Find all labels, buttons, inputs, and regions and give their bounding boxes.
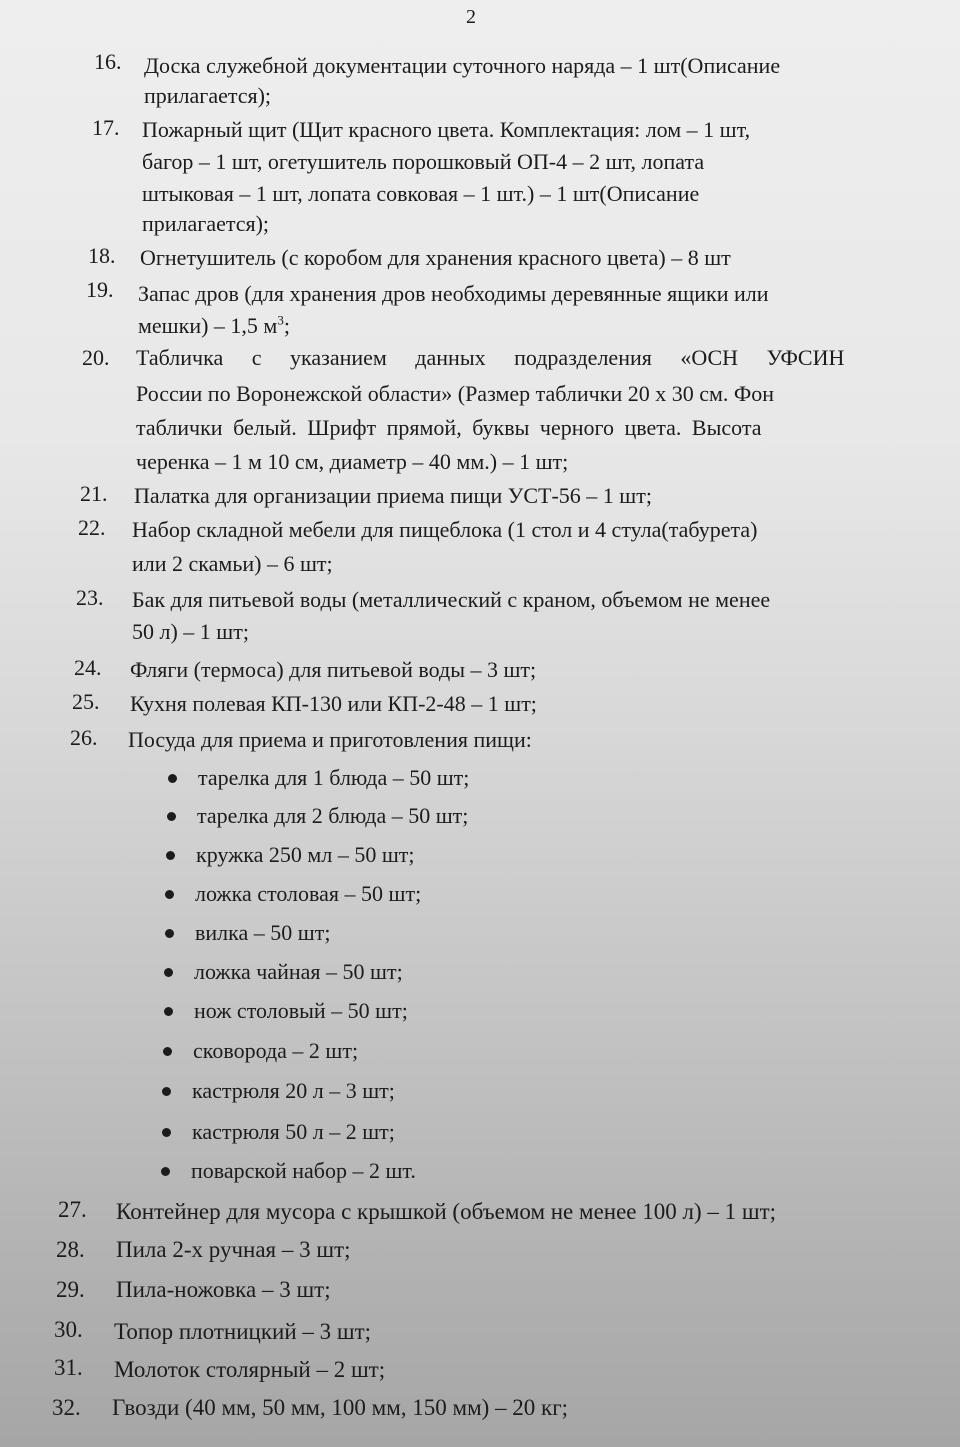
item-text-fragment: мешки) – 1,5 м [138,313,278,338]
item-text-line: прилагается); [142,211,270,236]
item-text-line [138,310,290,342]
item-number: 30. [54,1317,83,1342]
bullet-dot [163,1047,172,1056]
bullet-text: нож столовый – 50 шт; [194,998,408,1023]
item-text-line: Кухня полевая КП-130 или КП-2-48 – 1 шт; [130,691,537,716]
item-number: 16. [94,49,122,74]
item-number: 28. [56,1237,85,1262]
item-number: 25. [72,689,100,714]
bullet-text: тарелка для 1 блюда – 50 шт; [198,765,470,790]
item-text-line: Огнетушитель (с коробом для хранения красного цвета) – 8 шт [140,245,731,270]
bullet-dot [164,968,173,977]
bullet-text: вилка – 50 шт; [195,920,331,945]
item-number: 26. [70,725,98,750]
item-text-line: Палатка для организации приема пищи УСТ-56 – 1 шт; [134,483,652,508]
bullet-text: сковорода – 2 шт; [193,1038,359,1063]
item-number: 23. [76,585,104,610]
item-text-line: Контейнер для мусора с крышкой (объемом не менее 100 л) – 1 шт; [116,1199,777,1224]
item-text-line: Посуда для приема и приготовления пищи: [128,727,532,752]
item-text-line: или 2 скамьи) – 6 шт; [132,551,333,576]
item-text-line: России по Воронежской области» (Размер таблички 20 х 30 см. Фон [136,381,775,406]
item-number: 21. [80,481,108,506]
item-text-line: Набор складной мебели для пищеблока (1 стол и 4 стула(табурета) [132,517,758,542]
item-text-fragment: ; [283,313,290,338]
bullet-text: ложка столовая – 50 шт; [195,881,422,906]
item-number: 19. [86,277,114,302]
item-number: 20. [82,345,110,370]
item-number: 29. [56,1277,85,1302]
item-text-line: таблички белый. Шрифт прямой, буквы черного цвета. Высота [136,415,762,440]
item-text-line: прилагается); [144,83,272,108]
bullet-dot [164,1007,173,1016]
bullet-text: поварской набор – 2 шт. [191,1158,416,1183]
item-text-line: Гвозди (40 мм, 50 мм, 100 мм, 150 мм) – 20 кг; [112,1395,569,1420]
page-number: 2 [466,6,476,28]
superscript: 3 [277,312,284,328]
item-text-line: Пила-ножовка – 3 шт; [116,1277,331,1302]
bullet-dot [165,929,174,938]
bullet-text: тарелка для 2 блюда – 50 шт; [197,803,469,828]
bullet-dot [161,1167,170,1176]
item-number: 18. [88,243,116,268]
item-number: 31. [54,1355,83,1380]
bullet-dot [162,1128,171,1137]
bullet-dot [165,890,174,899]
item-number: 22. [78,515,106,540]
item-text-line: Молоток столярный – 2 шт; [114,1357,386,1382]
item-number: 24. [74,655,102,680]
item-text-line: Табличка с указанием данных подразделения «ОСН УФСИН [136,345,845,370]
item-text-line: Топор плотницкий – 3 шт; [114,1319,372,1344]
bullet-text: кастрюля 20 л – 3 шт; [192,1078,395,1103]
bullet-dot [167,812,176,821]
item-number: 17. [92,115,120,140]
bullet-dot [166,851,175,860]
item-number: 32. [52,1395,81,1420]
item-text-line: черенка – 1 м 10 см, диаметр – 40 мм.) – 1 шт; [136,449,569,474]
item-text-line: штыковая – 1 шт, лопата совковая – 1 шт.) – 1 шт(Описание [142,181,700,206]
item-text-line: багор – 1 шт, огетушитель порошковый ОП-4 – 2 шт, лопата [142,149,705,174]
item-number: 27. [58,1197,87,1222]
bullet-dot [162,1087,171,1096]
bullet-text: кастрюля 50 л – 2 шт; [192,1119,395,1144]
bullet-dot [168,774,177,783]
item-text-line: 50 л) – 1 шт; [132,619,249,644]
item-text-line: Бак для питьевой воды (металлический с краном, объемом не менее [132,587,771,612]
item-text-line: Фляги (термоса) для питьевой воды – 3 шт; [130,657,537,682]
item-text-line: Пожарный щит (Щит красного цвета. Комплектация: лом – 1 шт, [142,117,751,142]
item-text-line: Доска служебной документации суточного наряда – 1 шт(Описание [144,53,781,78]
bullet-text: кружка 250 мл – 50 шт; [196,842,415,867]
item-text-line: Пила 2-х ручная – 3 шт; [116,1237,351,1262]
bullet-text: ложка чайная – 50 шт; [194,959,403,984]
item-text-line: Запас дров (для хранения дров необходимы деревянные ящики или [138,281,769,306]
